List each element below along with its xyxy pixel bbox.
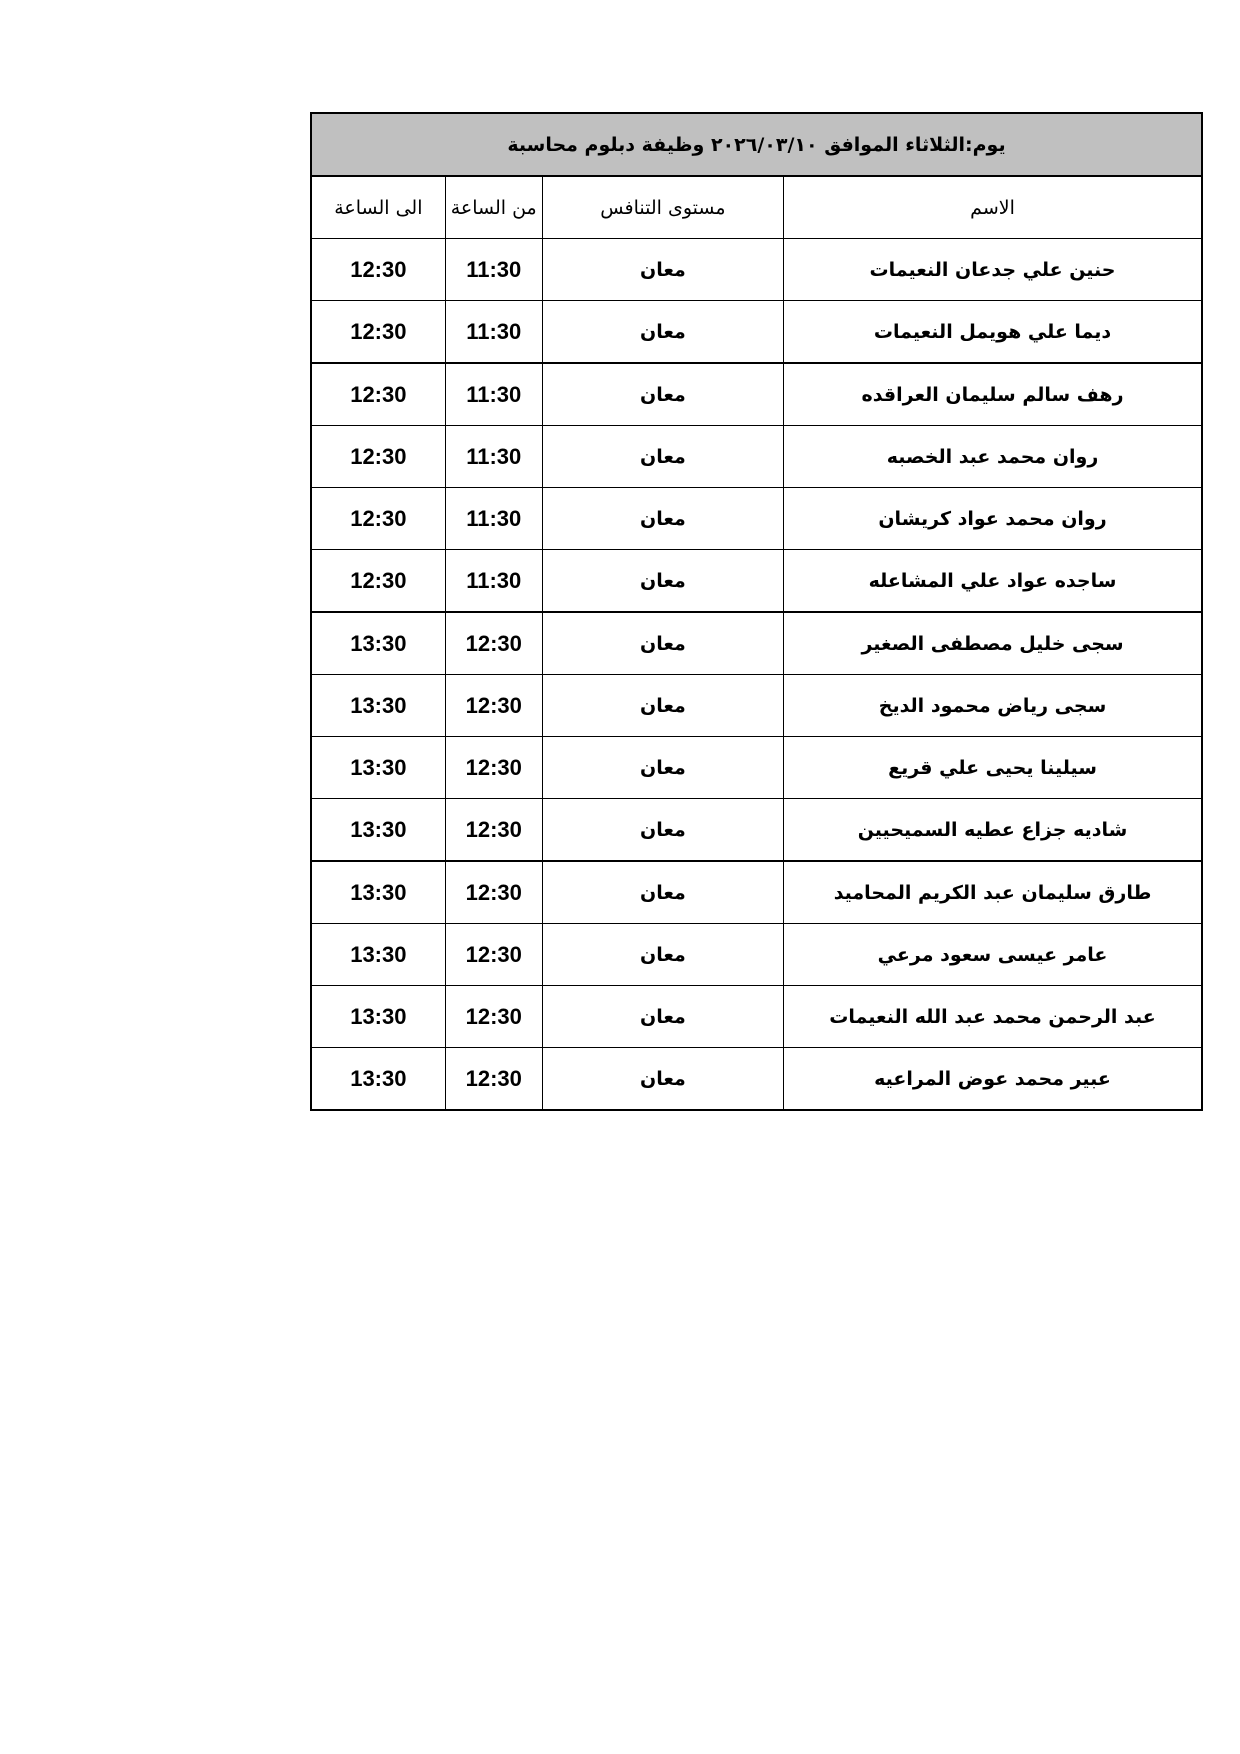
from-time: 11:30 (445, 301, 542, 364)
table-row (311, 737, 1202, 799)
table-row (311, 426, 1202, 488)
table-row (311, 363, 1202, 426)
candidate-name: سيلينا يحيى علي قريع (784, 737, 1202, 799)
competition-level: معان (542, 550, 783, 613)
candidate-name: عبد الرحمن محمد عبد الله النعيمات (784, 986, 1202, 1048)
competition-level: معان (542, 612, 783, 675)
table-row (311, 675, 1202, 737)
to-time: 12:30 (311, 488, 445, 550)
from-time: 12:30 (445, 675, 542, 737)
to-time: 13:30 (311, 799, 445, 862)
competition-level: معان (542, 239, 783, 301)
from-time: 12:30 (445, 799, 542, 862)
from-time: 12:30 (445, 861, 542, 924)
table-row (311, 799, 1202, 862)
competition-level: معان (542, 986, 783, 1048)
candidate-name: سجى رياض محمود الديخ (784, 675, 1202, 737)
from-time: 12:30 (445, 986, 542, 1048)
schedule-table (310, 112, 1203, 1111)
candidate-name: عامر عيسى سعود مرعي (784, 924, 1202, 986)
from-time: 11:30 (445, 550, 542, 613)
to-time: 13:30 (311, 986, 445, 1048)
competition-level: معان (542, 799, 783, 862)
to-time: 13:30 (311, 1048, 445, 1111)
candidate-name: روان محمد عواد كريشان (784, 488, 1202, 550)
column-header-level: مستوى التنافس (542, 176, 783, 239)
from-time: 11:30 (445, 488, 542, 550)
to-time: 12:30 (311, 239, 445, 301)
from-time: 11:30 (445, 363, 542, 426)
competition-level: معان (542, 924, 783, 986)
competition-level: معان (542, 861, 783, 924)
candidate-name: سجى خليل مصطفى الصغير (784, 612, 1202, 675)
competition-level: معان (542, 675, 783, 737)
candidate-name: شاديه جزاع عطيه السميحيين (784, 799, 1202, 862)
candidate-name: حنين علي جدعان النعيمات (784, 239, 1202, 301)
table-row (311, 612, 1202, 675)
competition-level: معان (542, 1048, 783, 1111)
candidate-name: روان محمد عبد الخصبه (784, 426, 1202, 488)
to-time: 12:30 (311, 550, 445, 613)
candidate-name: رهف سالم سليمان العراقده (784, 363, 1202, 426)
from-time: 12:30 (445, 612, 542, 675)
competition-level: معان (542, 488, 783, 550)
candidate-name: ديما علي هويمل النعيمات (784, 301, 1202, 364)
to-time: 12:30 (311, 426, 445, 488)
competition-level: معان (542, 737, 783, 799)
table-row (311, 924, 1202, 986)
from-time: 12:30 (445, 1048, 542, 1111)
table-row (311, 239, 1202, 301)
to-time: 12:30 (311, 301, 445, 364)
from-time: 11:30 (445, 239, 542, 301)
from-time: 12:30 (445, 737, 542, 799)
table-row (311, 488, 1202, 550)
to-time: 13:30 (311, 612, 445, 675)
column-header-row (311, 176, 1202, 239)
table-row (311, 301, 1202, 364)
to-time: 13:30 (311, 675, 445, 737)
competition-level: معان (542, 363, 783, 426)
to-time: 12:30 (311, 363, 445, 426)
from-time: 12:30 (445, 924, 542, 986)
competition-level: معان (542, 301, 783, 364)
table-row (311, 861, 1202, 924)
table-row (311, 986, 1202, 1048)
schedule-title: يوم:الثلاثاء الموافق ٢٠٢٦/٠٣/١٠ وظيفة دبلوم محاسبة (311, 113, 1202, 176)
to-time: 13:30 (311, 737, 445, 799)
competition-level: معان (542, 426, 783, 488)
candidate-name: ساجده عواد علي المشاعله (784, 550, 1202, 613)
column-header-from: من الساعة (445, 176, 542, 239)
table-row (311, 1048, 1202, 1111)
candidate-name: طارق سليمان عبد الكريم المحاميد (784, 861, 1202, 924)
column-header-to: الى الساعة (311, 176, 445, 239)
column-header-name: الاسم (784, 176, 1202, 239)
title-row (311, 113, 1202, 176)
candidate-name: عبير محمد عوض المراعيه (784, 1048, 1202, 1111)
to-time: 13:30 (311, 861, 445, 924)
to-time: 13:30 (311, 924, 445, 986)
from-time: 11:30 (445, 426, 542, 488)
table-row (311, 550, 1202, 613)
